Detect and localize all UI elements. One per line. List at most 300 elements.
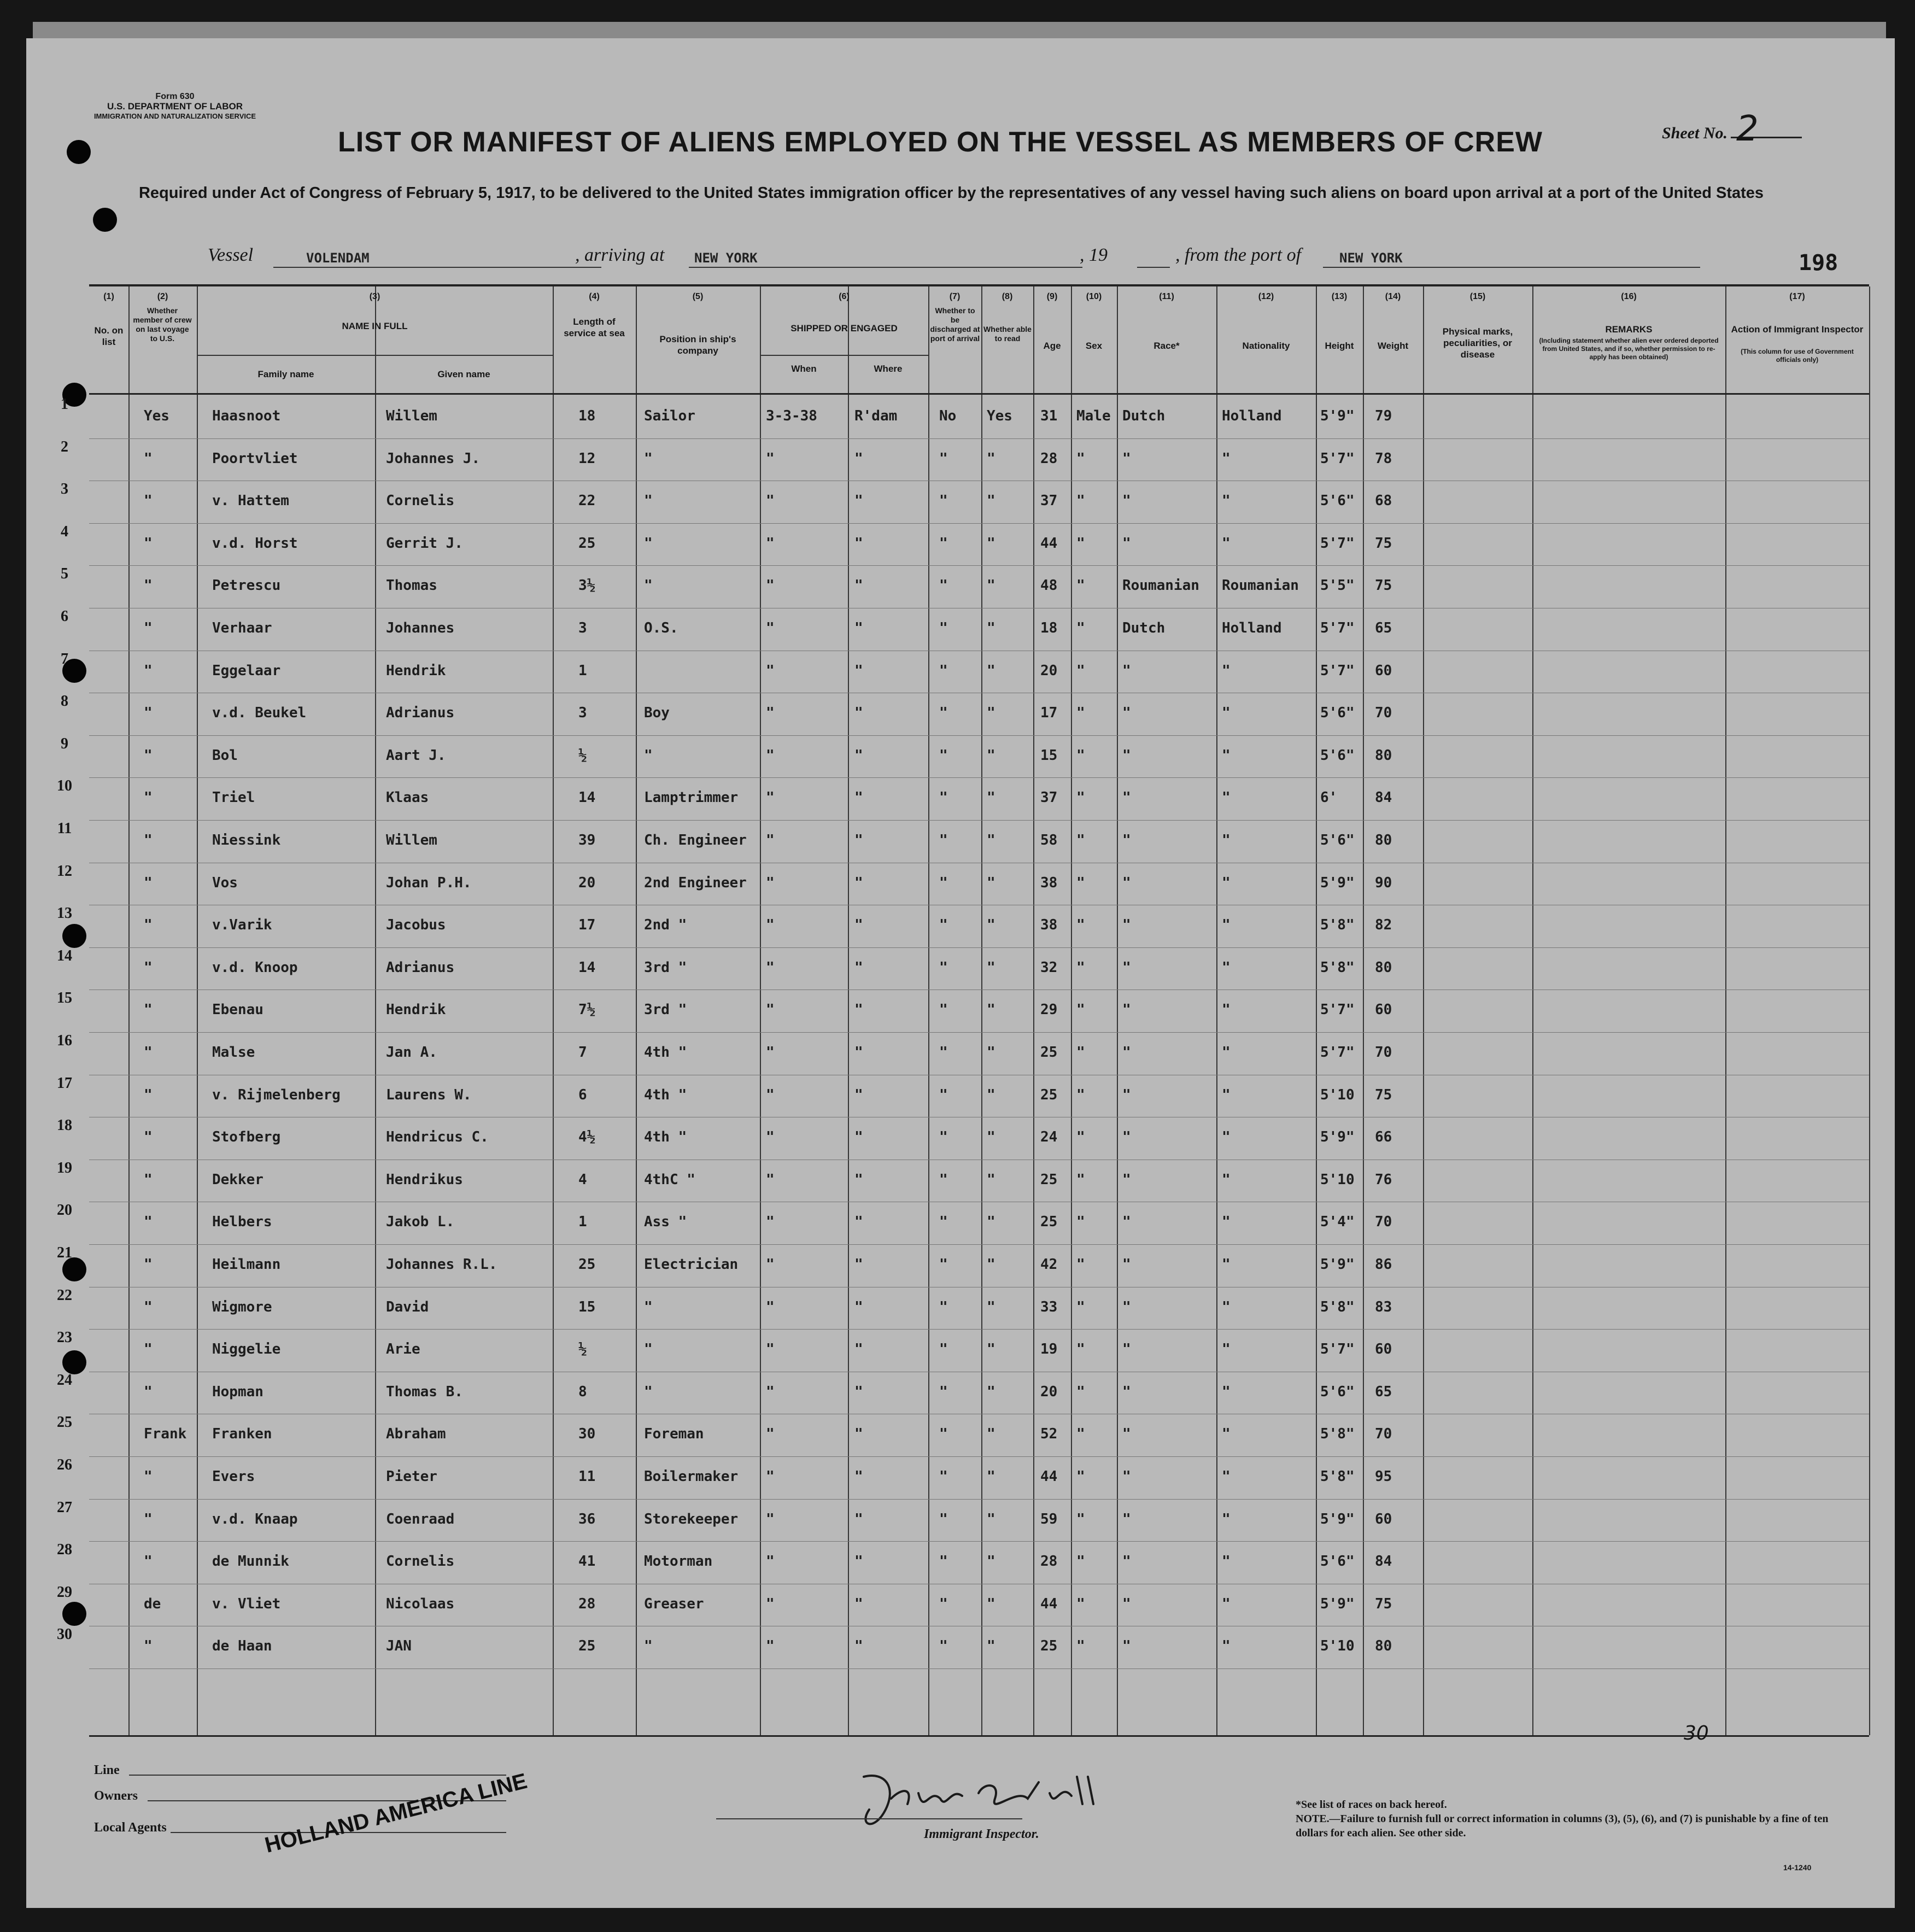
shipped-where-cell: "	[854, 1383, 863, 1400]
race-cell: "	[1122, 917, 1131, 934]
weight-cell: 95	[1375, 1468, 1392, 1485]
discharged-cell: "	[939, 1468, 948, 1485]
height-cell: 5'6"	[1320, 832, 1355, 848]
race-cell: "	[1122, 535, 1131, 552]
race-cell: Roumanian	[1122, 577, 1199, 594]
service-length-cell: 1	[578, 1214, 587, 1231]
discharged-cell: "	[939, 1129, 948, 1146]
race-cell: "	[1122, 1256, 1131, 1273]
given-name-cell: Klaas	[386, 789, 429, 806]
table-row	[57, 1074, 1869, 1117]
service-length-cell: 4½	[578, 1129, 596, 1146]
family-name-cell: Haasnoot	[212, 408, 281, 424]
row-number: 30	[57, 1626, 72, 1643]
shipped-where-cell: "	[854, 1129, 863, 1146]
table-row	[57, 1244, 1869, 1286]
family-name-cell: Wigmore	[212, 1298, 272, 1315]
col-7-header: Whether to be discharged at port of arrival	[930, 306, 980, 343]
table-row	[57, 1626, 1869, 1668]
service-length-cell: ½	[578, 1341, 587, 1358]
sex-cell: "	[1076, 1341, 1085, 1358]
height-cell: 5'9"	[1320, 1129, 1355, 1146]
col-13-header: Height	[1325, 341, 1354, 351]
given-name-cell: Johannes	[386, 620, 455, 636]
nationality-cell: "	[1222, 705, 1231, 722]
discharged-cell: "	[939, 620, 948, 636]
previous-voyage-cell: "	[144, 705, 153, 722]
page-number: 198	[1799, 250, 1838, 276]
shipped-where-cell: "	[854, 1426, 863, 1443]
service-length-cell: 25	[578, 1256, 596, 1273]
discharged-cell: "	[939, 874, 948, 891]
position-cell: 4th "	[644, 1044, 687, 1061]
year-label: , 19	[1080, 245, 1108, 265]
able-to-read-cell: "	[987, 747, 995, 764]
sex-cell: "	[1076, 535, 1085, 552]
col-6-header: SHIPPED OR ENGAGED	[790, 323, 898, 333]
row-number: 18	[57, 1117, 72, 1134]
shipped-when-cell: "	[766, 874, 775, 891]
previous-voyage-cell: "	[144, 1553, 153, 1570]
race-cell: "	[1122, 705, 1131, 722]
from-port: NEW YORK	[1339, 250, 1403, 266]
nationality-cell: "	[1222, 1044, 1231, 1061]
height-cell: 5'8"	[1320, 1426, 1355, 1443]
row-number: 29	[57, 1583, 72, 1601]
discharged-cell: "	[939, 832, 948, 848]
weight-cell: 60	[1375, 1341, 1392, 1358]
service-length-cell: 25	[578, 1638, 596, 1655]
given-name-cell: Pieter	[386, 1468, 437, 1485]
nationality-cell: "	[1222, 1595, 1231, 1612]
weight-cell: 80	[1375, 1638, 1392, 1655]
nationality-cell: "	[1222, 1511, 1231, 1527]
service-length-cell: 20	[578, 874, 596, 891]
discharged-cell: "	[939, 1638, 948, 1655]
able-to-read-cell: "	[987, 874, 995, 891]
shipped-when-cell: "	[766, 917, 775, 934]
position-cell: Foreman	[644, 1426, 704, 1443]
col-3-number: (3)	[369, 292, 380, 301]
able-to-read-cell: "	[987, 789, 995, 806]
row-number: 3	[61, 481, 68, 498]
weight-cell: 70	[1375, 1426, 1392, 1443]
position-cell: 4th "	[644, 1086, 687, 1103]
shipped-where-cell: "	[854, 1256, 863, 1273]
sex-cell: "	[1076, 450, 1085, 467]
shipped-when-cell: "	[766, 450, 775, 467]
able-to-read-cell: "	[987, 577, 995, 594]
race-cell: "	[1122, 450, 1131, 467]
table-row	[57, 1286, 1869, 1329]
able-to-read-cell: "	[987, 1256, 995, 1273]
able-to-read-cell: "	[987, 705, 995, 722]
row-number: 22	[57, 1286, 72, 1304]
nationality-cell: Roumanian	[1222, 577, 1299, 594]
shipped-when-cell: "	[766, 832, 775, 848]
vessel-label: Vessel	[208, 245, 254, 265]
discharged-cell: "	[939, 1341, 948, 1358]
discharged-cell: "	[939, 917, 948, 934]
discharged-cell: "	[939, 577, 948, 594]
col-10-number: (10)	[1086, 292, 1102, 301]
nationality-cell: "	[1222, 1129, 1231, 1146]
family-name-cell: de Haan	[212, 1638, 272, 1655]
discharged-cell: "	[939, 1002, 948, 1018]
given-name-cell: Adrianus	[386, 959, 455, 976]
family-name-cell: Bol	[212, 747, 238, 764]
col-8-header: Whether able to read	[983, 325, 1032, 343]
family-name-cell: Vos	[212, 874, 238, 891]
service-length-cell: 6	[578, 1086, 587, 1103]
table-row	[57, 1456, 1869, 1498]
from-port-label: , from the port of	[1175, 245, 1302, 265]
col-9-number: (9)	[1046, 292, 1058, 301]
sex-cell: "	[1076, 1511, 1085, 1527]
sex-cell: "	[1076, 959, 1085, 976]
shipped-where-cell: "	[854, 1214, 863, 1231]
race-cell: "	[1122, 1171, 1131, 1188]
height-cell: 5'9"	[1320, 1595, 1355, 1612]
vessel-name: VOLENDAM	[306, 250, 370, 266]
shipped-where-cell: "	[854, 662, 863, 679]
shipped-when-cell: "	[766, 1129, 775, 1146]
family-name-cell: Evers	[212, 1468, 255, 1485]
height-cell: 5'10	[1320, 1638, 1355, 1655]
col-1-number: (1)	[103, 292, 114, 301]
weight-cell: 84	[1375, 789, 1392, 806]
height-cell: 5'8"	[1320, 1298, 1355, 1315]
weight-cell: 80	[1375, 747, 1392, 764]
shipped-where-cell: "	[854, 1002, 863, 1018]
discharged-cell: "	[939, 1426, 948, 1443]
binder-hole-2	[93, 208, 117, 232]
weight-cell: 86	[1375, 1256, 1392, 1273]
shipped-where-cell: "	[854, 1298, 863, 1315]
position-cell: 3rd "	[644, 1002, 687, 1018]
company-stamp: HOLLAND AMERICA LINE	[262, 1769, 530, 1858]
height-cell: 5'7"	[1320, 1044, 1355, 1061]
able-to-read-cell: "	[987, 1511, 995, 1527]
nationality-cell: "	[1222, 450, 1231, 467]
able-to-read-cell: "	[987, 1595, 995, 1612]
row-number: 17	[57, 1074, 72, 1092]
previous-voyage-cell: "	[144, 917, 153, 934]
col-16-subheader: (Including statement whether alien ever ordered deported from United States, and if so, whether permission to re-apply has been obtained)	[1539, 337, 1719, 361]
table-row	[57, 1159, 1869, 1202]
given-name-cell: Coenraad	[386, 1511, 455, 1527]
race-cell: "	[1122, 1383, 1131, 1400]
races-note: *See list of races on back hereof.	[1296, 1799, 1447, 1811]
col-17-subheader: (This column for use of Government officials only)	[1741, 348, 1854, 364]
row-number: 9	[61, 735, 68, 752]
row-number: 16	[57, 1032, 72, 1049]
position-cell: 3rd "	[644, 959, 687, 976]
col-15-number: (15)	[1469, 292, 1486, 301]
family-name-cell: Niggelie	[212, 1341, 281, 1358]
discharged-cell: "	[939, 662, 948, 679]
nationality-cell: Holland	[1222, 408, 1282, 424]
discharged-cell: No	[939, 408, 957, 424]
service-length-cell: 14	[578, 789, 596, 806]
department-name: U.S. DEPARTMENT OF LABOR	[107, 101, 243, 112]
col-5-header: Position in ship's company	[659, 334, 736, 356]
crew-manifest-table	[57, 284, 1869, 1737]
shipped-when-cell: "	[766, 959, 775, 976]
shipped-when-header: When	[791, 364, 817, 374]
race-cell: "	[1122, 747, 1131, 764]
shipped-when-cell: 3-3-38	[766, 408, 817, 424]
able-to-read-cell: "	[987, 1171, 995, 1188]
age-cell: 33	[1040, 1298, 1058, 1315]
sex-cell: "	[1076, 620, 1085, 636]
race-cell: "	[1122, 789, 1131, 806]
family-name-cell: Verhaar	[212, 620, 272, 636]
given-name-cell: Nicolaas	[386, 1595, 455, 1612]
position-cell: Storekeeper	[644, 1511, 739, 1527]
shipped-when-cell: "	[766, 577, 775, 594]
given-name-cell: David	[386, 1298, 429, 1315]
sex-cell: Male	[1076, 408, 1111, 424]
sex-cell: "	[1076, 1002, 1085, 1018]
row-number: 5	[61, 565, 68, 583]
position-cell: "	[644, 1298, 653, 1315]
able-to-read-cell: "	[987, 493, 995, 510]
discharged-cell: "	[939, 747, 948, 764]
shipped-where-cell: "	[854, 620, 863, 636]
row-number: 24	[57, 1371, 72, 1389]
position-cell: Boy	[644, 705, 670, 722]
inspector-signature	[853, 1766, 1104, 1837]
previous-voyage-cell: "	[144, 1341, 153, 1358]
weight-cell: 75	[1375, 535, 1392, 552]
height-cell: 6'	[1320, 789, 1338, 806]
row-number: 23	[57, 1329, 72, 1346]
family-name-cell: v.d. Horst	[212, 535, 298, 552]
family-name-cell: v.d. Knaap	[212, 1511, 298, 1527]
race-cell: "	[1122, 1044, 1131, 1061]
previous-voyage-cell: "	[144, 1468, 153, 1485]
discharged-cell: "	[939, 789, 948, 806]
given-name-cell: Arie	[386, 1341, 420, 1358]
shipped-where-cell: "	[854, 1341, 863, 1358]
race-cell: "	[1122, 832, 1131, 848]
previous-voyage-cell: "	[144, 959, 153, 976]
weight-cell: 79	[1375, 408, 1392, 424]
shipped-where-cell: "	[854, 450, 863, 467]
sex-cell: "	[1076, 789, 1085, 806]
row-number: 19	[57, 1159, 72, 1176]
col-8-number: (8)	[1002, 292, 1013, 301]
handwritten-count: 30	[1684, 1722, 1709, 1744]
previous-voyage-cell: "	[144, 493, 153, 510]
row-number: 7	[61, 650, 68, 668]
form-code: 14-1240	[1783, 1863, 1812, 1872]
page-title: LIST OR MANIFEST OF ALIENS EMPLOYED ON THE VESSEL AS MEMBERS OF CREW	[338, 126, 1543, 158]
given-name-cell: Jacobus	[386, 917, 446, 934]
family-name-cell: v. Rijmelenberg	[212, 1086, 341, 1103]
sex-cell: "	[1076, 1383, 1085, 1400]
previous-voyage-cell: Frank	[144, 1426, 187, 1443]
height-cell: 5'6"	[1320, 705, 1355, 722]
shipped-when-cell: "	[766, 493, 775, 510]
age-cell: 25	[1040, 1086, 1058, 1103]
shipped-when-cell: "	[766, 1256, 775, 1273]
given-name-cell: Cornelis	[386, 493, 455, 510]
discharged-cell: "	[939, 535, 948, 552]
nationality-cell: "	[1222, 1638, 1231, 1655]
service-length-cell: 18	[578, 408, 596, 424]
sex-cell: "	[1076, 1129, 1085, 1146]
sex-cell: "	[1076, 747, 1085, 764]
service-length-cell: 3½	[578, 577, 596, 594]
page-subtitle: Required under Act of Congress of February 5, 1917, to be delivered to the United States immigration officer by the representatives of any vessel having such aliens on board upon arrival at a port of the United States	[138, 184, 1764, 202]
race-cell: Dutch	[1122, 620, 1166, 636]
race-cell: "	[1122, 493, 1131, 510]
race-cell: "	[1122, 1086, 1131, 1103]
previous-voyage-cell: "	[144, 747, 153, 764]
height-cell: 5'9"	[1320, 408, 1355, 424]
service-length-cell: 8	[578, 1383, 587, 1400]
height-cell: 5'6"	[1320, 1553, 1355, 1570]
previous-voyage-cell: "	[144, 1002, 153, 1018]
shipped-when-cell: "	[766, 1214, 775, 1231]
shipped-when-cell: "	[766, 1511, 775, 1527]
position-cell: "	[644, 1383, 653, 1400]
sheet-number-field	[1662, 107, 1759, 147]
age-cell: 52	[1040, 1426, 1058, 1443]
family-name-cell: Eggelaar	[212, 662, 281, 679]
given-name-cell: Adrianus	[386, 705, 455, 722]
race-cell: "	[1122, 959, 1131, 976]
able-to-read-cell: "	[987, 1298, 995, 1315]
nationality-cell: "	[1222, 832, 1231, 848]
race-cell: "	[1122, 1638, 1131, 1655]
previous-voyage-cell: "	[144, 1256, 153, 1273]
shipped-where-cell: "	[854, 1638, 863, 1655]
sex-cell: "	[1076, 1256, 1085, 1273]
position-cell: "	[644, 1341, 653, 1358]
weight-cell: 70	[1375, 705, 1392, 722]
previous-voyage-cell: "	[144, 1129, 153, 1146]
previous-voyage-cell: "	[144, 1044, 153, 1061]
previous-voyage-cell: "	[144, 1383, 153, 1400]
row-number: 21	[57, 1244, 72, 1261]
given-name-cell: Laurens W.	[386, 1086, 472, 1103]
inspector-caption: Immigrant Inspector.	[924, 1827, 1039, 1841]
previous-voyage-cell: "	[144, 1086, 153, 1103]
able-to-read-cell: "	[987, 1044, 995, 1061]
service-length-cell: 3	[578, 620, 587, 636]
height-cell: 5'6"	[1320, 1383, 1355, 1400]
age-cell: 59	[1040, 1511, 1058, 1527]
table-row	[57, 1371, 1869, 1414]
weight-cell: 65	[1375, 1383, 1392, 1400]
sex-cell: "	[1076, 874, 1085, 891]
discharged-cell: "	[939, 1086, 948, 1103]
race-cell: "	[1122, 662, 1131, 679]
age-cell: 58	[1040, 832, 1058, 848]
given-name-header: Given name	[437, 369, 490, 379]
service-length-cell: 17	[578, 917, 596, 934]
weight-cell: 60	[1375, 1002, 1392, 1018]
shipped-where-cell: "	[854, 789, 863, 806]
discharged-cell: "	[939, 1383, 948, 1400]
family-name-cell: v.d. Beukel	[212, 705, 307, 722]
table-row	[57, 862, 1869, 905]
height-cell: 5'8"	[1320, 959, 1355, 976]
able-to-read-cell: "	[987, 450, 995, 467]
family-name-cell: de Munnik	[212, 1553, 289, 1570]
nationality-cell: "	[1222, 1426, 1231, 1443]
position-cell: "	[644, 535, 653, 552]
able-to-read-cell: "	[987, 535, 995, 552]
able-to-read-cell: "	[987, 1214, 995, 1231]
binder-hole-1	[67, 140, 91, 164]
given-name-cell: Johannes J.	[386, 450, 481, 467]
position-cell: "	[644, 577, 653, 594]
height-cell: 5'7"	[1320, 450, 1355, 467]
service-length-cell: 3	[578, 705, 587, 722]
discharged-cell: "	[939, 1256, 948, 1273]
table-row	[61, 650, 1869, 693]
age-cell: 38	[1040, 874, 1058, 891]
col-11-header: Race*	[1153, 341, 1180, 351]
given-name-cell: Jakob L.	[386, 1214, 455, 1231]
able-to-read-cell: "	[987, 620, 995, 636]
nationality-cell: "	[1222, 1553, 1231, 1570]
height-cell: 5'7"	[1320, 620, 1355, 636]
family-name-header: Family name	[257, 369, 314, 379]
family-name-cell: Ebenau	[212, 1002, 263, 1018]
previous-voyage-cell: "	[144, 535, 153, 552]
able-to-read-cell: "	[987, 1426, 995, 1443]
position-cell: Lamptrimmer	[644, 789, 739, 806]
age-cell: 25	[1040, 1044, 1058, 1061]
sheet-number-value: 2	[1736, 109, 1759, 149]
col-17-header: Action of Immigrant Inspector	[1731, 324, 1864, 335]
service-length-cell: 4	[578, 1171, 587, 1188]
nationality-cell: Holland	[1222, 620, 1282, 636]
sex-cell: "	[1076, 832, 1085, 848]
age-cell: 25	[1040, 1171, 1058, 1188]
service-length-cell: 14	[578, 959, 596, 976]
able-to-read-cell: "	[987, 1638, 995, 1655]
age-cell: 31	[1040, 408, 1058, 424]
col-7-number: (7)	[949, 292, 961, 301]
weight-cell: 75	[1375, 577, 1392, 594]
position-cell: 2nd Engineer	[644, 874, 747, 891]
given-name-cell: Hendricus C.	[386, 1129, 489, 1146]
nationality-cell: "	[1222, 1383, 1231, 1400]
sex-cell: "	[1076, 1044, 1085, 1061]
col-13-number: (13)	[1331, 292, 1348, 301]
sheet-number-label: Sheet No.	[1662, 124, 1727, 142]
sex-cell: "	[1076, 1638, 1085, 1655]
table-row	[61, 438, 1869, 481]
service-name: IMMIGRATION AND NATURALIZATION SERVICE	[93, 112, 256, 120]
table-row	[57, 1032, 1869, 1074]
family-name-cell: v. Vliet	[212, 1595, 281, 1612]
shipped-when-cell: "	[766, 535, 775, 552]
col-10-header: Sex	[1085, 341, 1103, 351]
row-number: 14	[57, 947, 72, 964]
arriving-label: , arriving at	[575, 245, 665, 265]
row-number: 25	[57, 1414, 72, 1431]
sex-cell: "	[1076, 705, 1085, 722]
weight-cell: 75	[1375, 1595, 1392, 1612]
shipped-where-cell: R'dam	[854, 408, 898, 424]
